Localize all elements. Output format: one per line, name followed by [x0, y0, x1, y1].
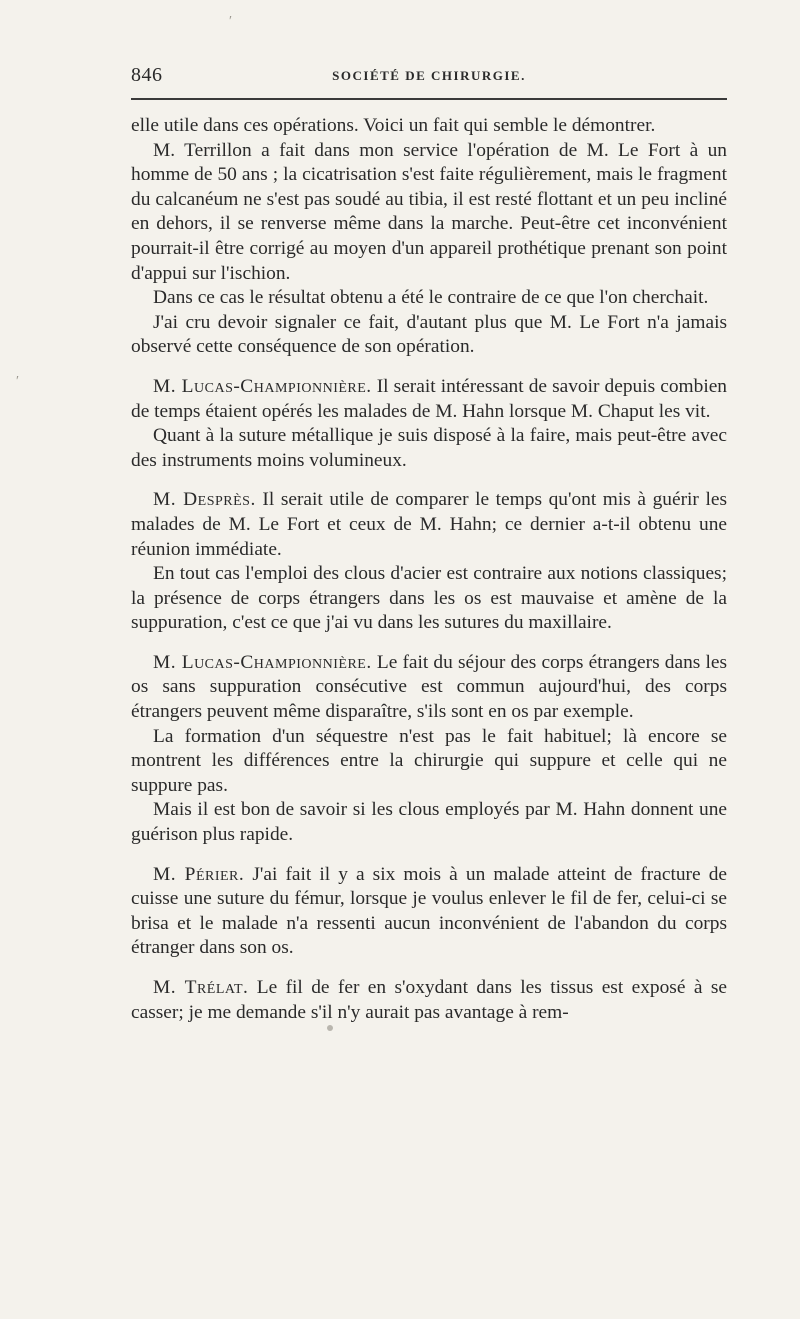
- paragraph-text: Le fait du séjour des corps étrangers dans les os sans suppuration consécutive est commun aujourd'hui, des corps étrangers peuvent même disparaître, s'ils sont en os par exemple.: [131, 651, 728, 723]
- paragraph: J'ai cru devoir signaler ce fait, d'autant plus que M. Le Fort n'a jamais observé cette conséquence de son opération.: [131, 311, 727, 358]
- paragraph: En tout cas l'emploi des clous d'acier est contraire aux notions classiques; la présence de corps étrangers dans les os est mauvaise et amène de la suppuration, c'est ce que j'ai vu dans les sutures du maxillaire.: [131, 563, 727, 634]
- speaker-paragraph: [131, 651, 727, 725]
- paragraph-text: Il serait intéressant de savoir depuis combien de temps étaient opérés les malades de M. Hahn lorsque M. Chaput les vit.: [131, 375, 728, 422]
- stray-mark: ′: [16, 374, 20, 389]
- speaker-name: M. Lucas-Championnière.: [153, 651, 372, 673]
- page-body: [131, 114, 727, 1025]
- paragraph: Quant à la suture métallique je suis disposé à la faire, mais peut-être avec des instruments moins volumineux.: [131, 425, 727, 471]
- ink-spot: [327, 1025, 333, 1031]
- header-rule: [131, 98, 727, 100]
- speaker-name: M. Périer.: [153, 863, 245, 885]
- paragraph: elle utile dans ces opérations. Voici un fait qui semble le démontrer.: [131, 115, 656, 136]
- speaker-paragraph: [131, 488, 727, 562]
- speaker-name: M. Lucas-Championnière.: [153, 375, 372, 397]
- stray-mark: ′: [229, 14, 233, 29]
- speaker-paragraph: [131, 863, 727, 961]
- paragraph: M. Terrillon a fait dans mon service l'opération de M. Le Fort à un homme de 50 ans ; la cicatrisation s'est faite régulièrement, mais le fragment du calcanéum ne s'est pas soudé au tibia, il est resté flottant et un peu incliné en dehors, il se renverse même dans la marche. Peut-être cet inconvénient pourrait-il être corrigé au moyen d'un appareil prothétique prenant son point d'appui sur l'ischion.: [131, 139, 727, 284]
- page-header: [131, 62, 727, 92]
- speaker-paragraph: [131, 375, 727, 424]
- page-number: 846: [131, 64, 163, 86]
- paragraph-text: Le fil de fer en s'oxydant dans les tissus est exposé à se casser; je me demande s'il n'y aurait pas avantage à rem-: [131, 977, 727, 1023]
- paragraph-text: J'ai fait il y a six mois à un malade atteint de fracture de cuisse une suture du fémur, lorsque je voulus enlever le fil de fer, celui-ci se brisa et le malade n'a ressenti aucun inconvénient de l'abandon du corps étranger dans son os.: [131, 863, 727, 959]
- speaker-name: M. Trélat.: [153, 977, 249, 998]
- speaker-name: M. Desprès.: [153, 489, 256, 511]
- speaker-paragraph: [131, 976, 727, 1025]
- paragraph-text: Il serait utile de comparer le temps qu'ont mis à guérir les malades de M. Le Fort et ceux de M. Hahn; ce dernier a-t-il obtenu une réunion immédiate.: [131, 489, 727, 560]
- running-title: SOCIÉTÉ DE CHIRURGIE.: [332, 68, 526, 83]
- paragraph: Dans ce cas le résultat obtenu a été le contraire de ce que l'on cherchait.: [153, 287, 709, 309]
- paragraph: Mais il est bon de savoir si les clous employés par M. Hahn donnent une guérison plus rapide.: [131, 799, 727, 846]
- paragraph: La formation d'un séquestre n'est pas le fait habituel; là encore se montrent les différences entre la chirurgie qui suppure et celle qui ne suppure pas.: [131, 725, 727, 796]
